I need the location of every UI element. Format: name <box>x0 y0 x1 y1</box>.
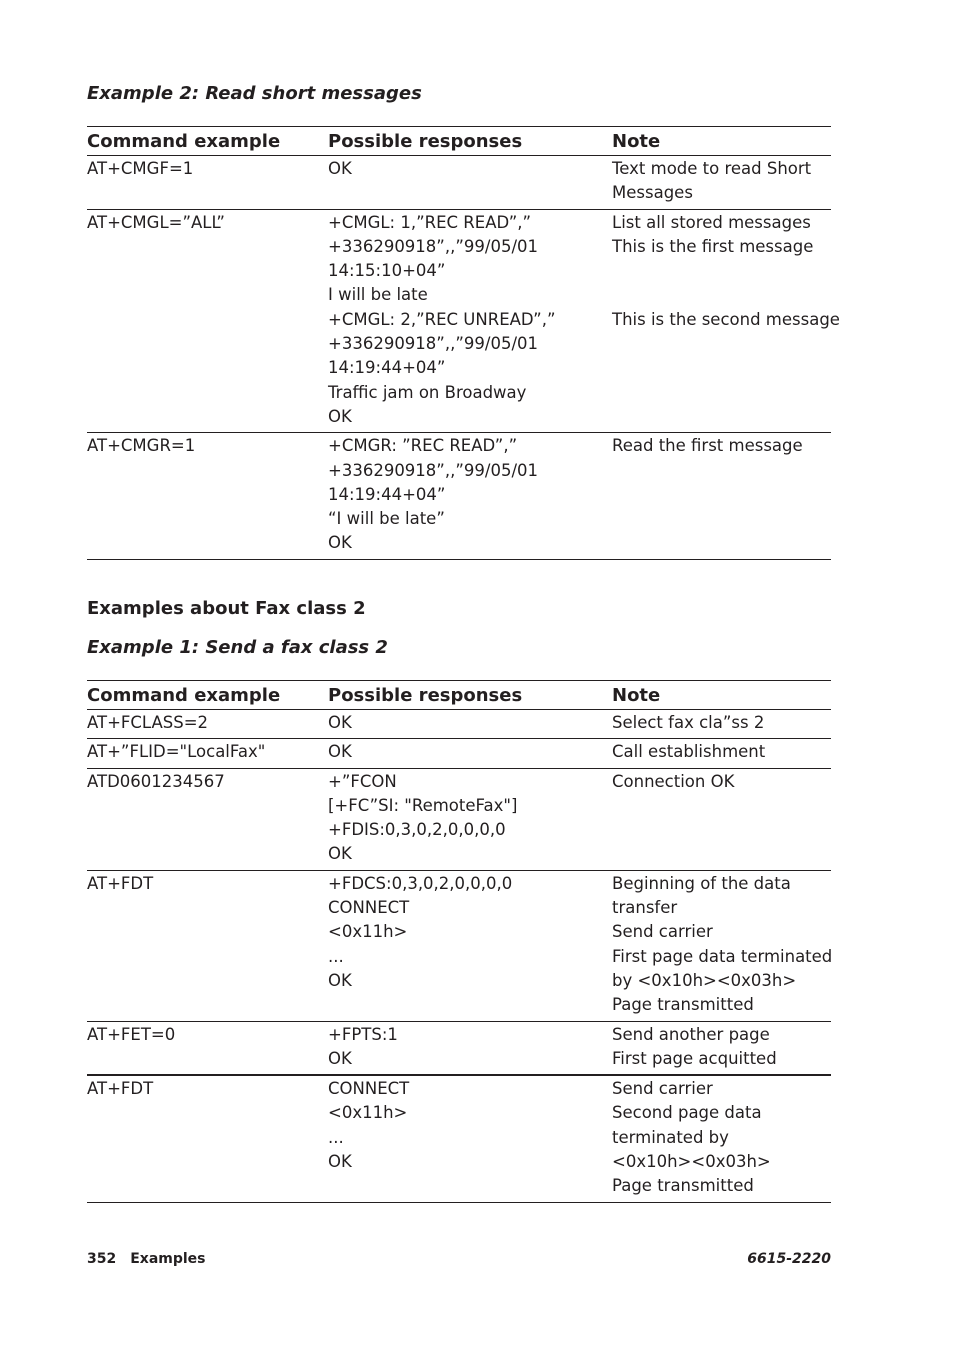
example-2-heading: Example 2: Read short messages <box>87 83 422 104</box>
responses-line: +FDIS:0,3,0,2,0,0,0,0 <box>328 820 506 840</box>
send-fax-table <box>87 680 831 1203</box>
responses-cell <box>328 710 612 739</box>
responses-cell <box>328 870 612 1021</box>
command-cell <box>87 433 328 559</box>
column-header-note: Note <box>612 127 831 156</box>
note-line: Send carrier <box>612 1079 713 1099</box>
table-row <box>87 1021 831 1075</box>
column-header-responses: Possible responses <box>328 681 612 710</box>
page-footer-left <box>87 1251 206 1267</box>
note-line: by <0x10h><0x03h> <box>612 970 797 990</box>
table-header-row <box>87 681 831 710</box>
column-header-note: Note <box>612 681 831 710</box>
command-cell <box>87 209 328 433</box>
responses-line: 14:19:44+04” <box>328 484 446 504</box>
responses-line: I will be late <box>328 285 428 305</box>
responses-line: <0x11h> <box>328 1103 408 1123</box>
command-line: AT+CMGF=1 <box>87 159 194 178</box>
fax-section-heading: Examples about Fax class 2 <box>87 598 366 619</box>
responses-line: OK <box>328 742 352 762</box>
note-line: Send carrier <box>612 922 713 942</box>
note-line: Send another page <box>612 1024 770 1044</box>
responses-line: OK <box>328 970 352 990</box>
command-line: AT+FET=0 <box>87 1024 176 1044</box>
responses-line: +CMGL: 1,”REC READ”,” <box>328 212 532 232</box>
note-cell <box>612 156 831 210</box>
note-line <box>612 259 831 283</box>
responses-line: OK <box>328 159 352 178</box>
note-cell <box>612 870 831 1021</box>
responses-line: +”FCON <box>328 771 397 791</box>
responses-line: OK <box>328 1152 352 1172</box>
responses-line: OK <box>328 1048 352 1068</box>
responses-cell <box>328 1075 612 1202</box>
responses-cell <box>328 1021 612 1075</box>
responses-cell <box>328 156 612 210</box>
footer-section-name: Examples <box>130 1251 206 1267</box>
note-cell <box>612 739 831 768</box>
note-line: Read the first message <box>612 436 803 456</box>
responses-line: +336290918”,,”99/05/01 <box>328 236 538 256</box>
note-line: Page transmitted <box>612 995 754 1015</box>
responses-line: [+FC”SI: "RemoteFax"] <box>328 795 518 815</box>
note-line: Page transmitted <box>612 1176 754 1196</box>
read-sms-table <box>87 126 840 560</box>
note-line: List all stored messages <box>612 212 811 232</box>
responses-line: ... <box>328 946 344 966</box>
document-number: 6615-2220 <box>747 1251 831 1267</box>
note-cell <box>612 768 831 870</box>
command-cell <box>87 768 328 870</box>
table-row <box>87 156 831 210</box>
responses-cell <box>328 739 612 768</box>
note-line: Connection OK <box>612 771 735 791</box>
note-line: First page acquitted <box>612 1048 777 1068</box>
note-line: This is the second message <box>612 309 840 329</box>
responses-cell <box>328 209 612 433</box>
command-cell <box>87 870 328 1021</box>
command-line: ATD0601234567 <box>87 771 225 791</box>
note-line: Second page data <box>612 1103 762 1123</box>
table-row <box>87 433 831 559</box>
table-row <box>87 768 831 870</box>
command-cell <box>87 1021 328 1075</box>
responses-line: +FPTS:1 <box>328 1024 398 1044</box>
responses-line: 14:19:44+04” <box>328 358 446 378</box>
note-line: Text mode to read Short <box>612 159 812 178</box>
note-cell <box>612 433 831 559</box>
table-row <box>87 209 831 433</box>
command-cell <box>87 739 328 768</box>
column-header-responses: Possible responses <box>328 127 612 156</box>
note-cell <box>612 209 840 433</box>
responses-line: OK <box>328 533 352 553</box>
responses-line: ... <box>328 1127 344 1147</box>
responses-cell <box>328 433 612 559</box>
responses-line: OK <box>328 713 352 732</box>
note-line: Call establishment <box>612 742 766 762</box>
responses-line: CONNECT <box>328 1079 410 1099</box>
command-cell <box>87 1075 328 1202</box>
note-line: transfer <box>612 898 678 918</box>
command-line: AT+”FLID="LocalFax" <box>87 742 266 762</box>
responses-line: 14:15:10+04” <box>328 261 446 281</box>
table-row <box>87 870 831 1021</box>
command-line: AT+CMGL=”ALL” <box>87 212 225 232</box>
responses-line: OK <box>328 406 352 426</box>
command-line: AT+CMGR=1 <box>87 436 196 456</box>
page-number: 352 <box>87 1251 117 1267</box>
table-row <box>87 1075 831 1202</box>
command-line: AT+FDT <box>87 873 154 893</box>
responses-line: <0x11h> <box>328 922 408 942</box>
command-line: AT+FDT <box>87 1079 154 1099</box>
note-cell <box>612 710 831 739</box>
responses-line: +CMGR: ”REC READ”,” <box>328 436 518 456</box>
responses-line: +336290918”,,”99/05/01 <box>328 460 538 480</box>
command-cell <box>87 710 328 739</box>
responses-line: OK <box>328 844 352 864</box>
note-line: First page data terminated <box>612 946 833 966</box>
responses-line: +336290918”,,”99/05/01 <box>328 334 538 354</box>
note-line <box>612 283 831 307</box>
command-line: AT+FCLASS=2 <box>87 713 209 732</box>
responses-line: CONNECT <box>328 898 410 918</box>
note-line: This is the first message <box>612 236 814 256</box>
note-line: Messages <box>612 183 693 203</box>
note-line: Beginning of the data <box>612 873 791 893</box>
responses-cell <box>328 768 612 870</box>
note-line: terminated by <box>612 1127 729 1147</box>
table-header-row <box>87 127 831 156</box>
column-header-command: Command example <box>87 681 328 710</box>
responses-line: “I will be late” <box>328 509 445 529</box>
table-row <box>87 739 831 768</box>
table-row <box>87 710 831 739</box>
responses-line: +FDCS:0,3,0,2,0,0,0,0 <box>328 873 513 893</box>
note-cell <box>612 1021 831 1075</box>
note-line: <0x10h><0x03h> <box>612 1152 771 1172</box>
example-1-heading: Example 1: Send a fax class 2 <box>87 637 388 658</box>
responses-line: Traffic jam on Broadway <box>328 382 527 402</box>
note-cell <box>612 1075 831 1202</box>
column-header-command: Command example <box>87 127 328 156</box>
note-line: Select fax cla”ss 2 <box>612 713 765 732</box>
responses-line: +CMGL: 2,”REC UNREAD”,” <box>328 309 556 329</box>
command-cell <box>87 156 328 210</box>
